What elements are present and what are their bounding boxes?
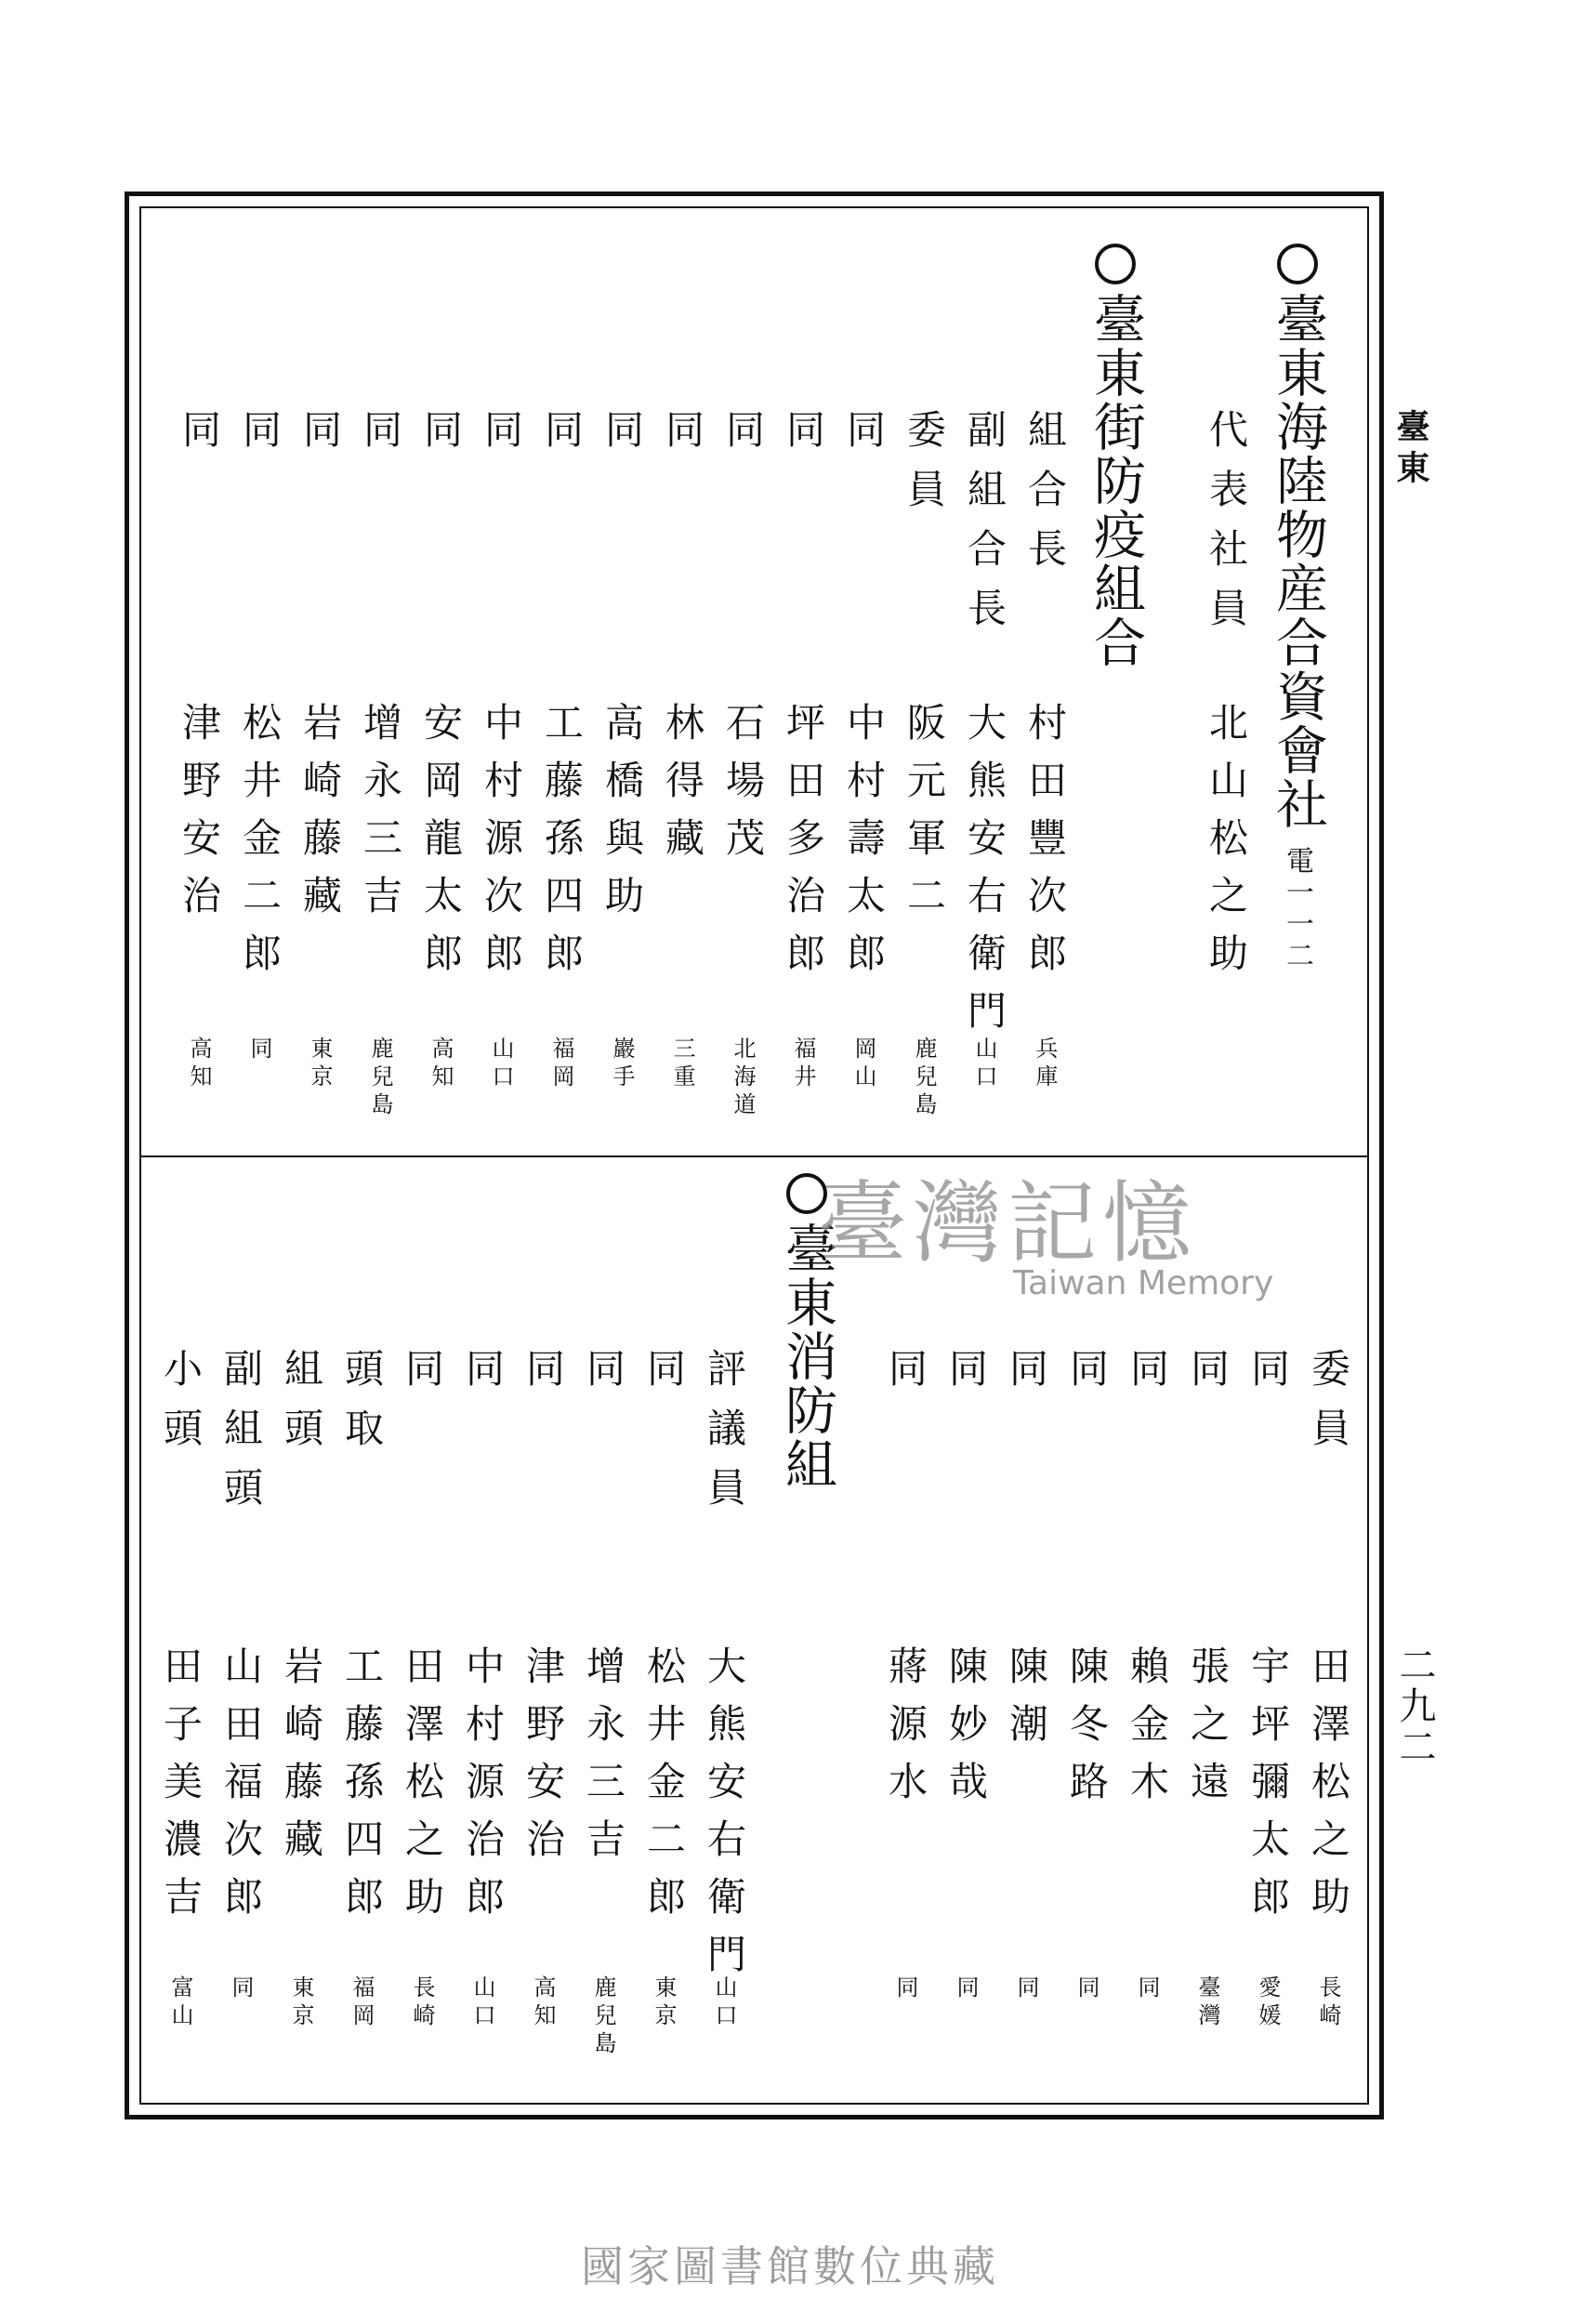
role-cell: 同 — [720, 409, 766, 469]
prefecture-cell: 臺灣 — [1194, 1975, 1220, 2031]
role-cell: 同 — [660, 409, 705, 469]
role-cell: 同 — [1245, 1348, 1291, 1407]
footer-credit: 國家圖書館數位典藏 — [581, 2241, 999, 2291]
prefecture-cell: 福岡 — [349, 1975, 375, 2031]
name-cell: 坪田多治郎 — [781, 702, 826, 990]
role-cell: 組合長 — [1022, 409, 1068, 588]
role-cell: 同 — [297, 409, 343, 469]
name-cell: 蔣源水 — [883, 1645, 928, 1818]
telephone-number: 電一一二 — [1281, 846, 1313, 972]
role-cell: 同 — [943, 1348, 989, 1407]
prefecture-cell: 長崎 — [1315, 1975, 1341, 2031]
role-cell: 同 — [520, 1348, 566, 1407]
org-heading-epidemic-prevention — [1086, 244, 1146, 669]
prefecture-cell: 巖手 — [609, 1037, 635, 1092]
org-title: 臺東街防疫組合 — [1086, 292, 1146, 669]
role-cell: 同 — [177, 409, 222, 469]
name-cell: 岩崎藤藏 — [297, 702, 343, 932]
circle-marker-icon — [1095, 244, 1136, 284]
role-cell: 副組頭 — [218, 1348, 264, 1526]
prefecture-cell: 岡山 — [850, 1037, 876, 1092]
org-title: 臺東海陸物産合資會社 — [1268, 292, 1328, 831]
name-cell: 山田福次郎 — [218, 1645, 264, 1934]
prefecture-cell: 同 — [1013, 1975, 1039, 2003]
circle-marker-icon — [1277, 244, 1318, 284]
name-cell: 北山松之助 — [1204, 702, 1249, 990]
prefecture-cell: 同 — [892, 1975, 918, 2003]
prefecture-cell: 東京 — [651, 1975, 677, 2031]
role-cell: 同 — [1064, 1348, 1110, 1407]
prefecture-cell: 山口 — [488, 1037, 514, 1092]
page-number: 二九二 — [1393, 1645, 1436, 1768]
prefecture-cell: 鹿兒島 — [367, 1037, 393, 1120]
role-cell: 同 — [841, 409, 887, 469]
prefecture-cell: 山口 — [711, 1975, 737, 2031]
prefecture-cell: 鹿兒島 — [590, 1975, 616, 2059]
name-cell: 田子美濃吉 — [158, 1645, 204, 1934]
watermark-chinese: 臺灣記憶 — [818, 1171, 1197, 1275]
role-cell: 同 — [1185, 1348, 1231, 1407]
prefecture-cell: 鹿兒島 — [911, 1037, 937, 1120]
name-cell: 田澤松之助 — [1306, 1645, 1351, 1934]
prefecture-cell: 山口 — [469, 1975, 495, 2031]
prefecture-cell: 山口 — [971, 1037, 997, 1092]
prefecture-cell: 同 — [953, 1975, 979, 2003]
prefecture-cell: 同 — [1134, 1975, 1160, 2003]
role-cell: 同 — [400, 1348, 445, 1407]
name-cell: 工藤孫四郎 — [539, 702, 585, 990]
role-cell: 同 — [460, 1348, 506, 1407]
role-cell: 同 — [418, 409, 464, 469]
name-cell: 陳冬路 — [1064, 1645, 1110, 1818]
role-cell: 組頭 — [279, 1348, 324, 1467]
name-cell: 松井金二郎 — [641, 1645, 687, 1934]
role-cell: 代表社員 — [1204, 409, 1249, 647]
prefecture-cell: 高知 — [428, 1037, 454, 1092]
name-cell: 津野安治 — [520, 1645, 566, 1876]
name-cell: 工藤孫四郎 — [339, 1645, 385, 1934]
role-cell: 委員 — [1306, 1348, 1351, 1467]
role-cell: 委員 — [902, 409, 947, 528]
name-cell: 林得藏 — [660, 702, 705, 875]
name-cell: 阪元軍二 — [902, 702, 947, 932]
name-cell: 津野安治 — [177, 702, 222, 932]
name-cell: 大熊安右衛門 — [962, 702, 1007, 1048]
name-cell: 安岡龍太郎 — [418, 702, 464, 990]
prefecture-cell: 高知 — [530, 1975, 556, 2031]
role-cell: 小頭 — [158, 1348, 204, 1467]
prefecture-cell: 三重 — [669, 1037, 695, 1092]
name-cell: 宇坪彌太郎 — [1245, 1645, 1291, 1934]
name-cell: 中村壽太郎 — [841, 702, 887, 990]
name-cell: 石場茂 — [720, 702, 766, 875]
role-cell: 同 — [237, 409, 283, 469]
prefecture-cell: 東京 — [307, 1037, 333, 1092]
running-head: 臺東 — [1391, 409, 1430, 491]
name-cell: 高橋與助 — [599, 702, 645, 932]
prefecture-cell: 同 — [228, 1975, 254, 2003]
role-cell: 同 — [581, 1348, 626, 1407]
role-cell: 同 — [1004, 1348, 1049, 1407]
name-cell: 村田豐次郎 — [1022, 702, 1068, 990]
name-cell: 賴金木 — [1125, 1645, 1170, 1818]
name-cell: 大熊安右衛門 — [702, 1645, 747, 1991]
prefecture-cell: 福井 — [790, 1037, 816, 1092]
prefecture-cell: 同 — [246, 1037, 272, 1064]
name-cell: 松井金二郎 — [237, 702, 283, 990]
name-cell: 中村源次郎 — [479, 702, 524, 990]
prefecture-cell: 愛媛 — [1255, 1975, 1281, 2031]
role-cell: 同 — [1125, 1348, 1170, 1407]
name-cell: 張之遠 — [1185, 1645, 1231, 1818]
prefecture-cell: 同 — [1073, 1975, 1099, 2003]
name-cell: 田澤松之助 — [400, 1645, 445, 1934]
prefecture-cell: 東京 — [288, 1975, 314, 2031]
role-cell: 同 — [641, 1348, 687, 1407]
role-cell: 同 — [358, 409, 403, 469]
prefecture-cell: 北海道 — [730, 1037, 756, 1120]
role-cell: 頭取 — [339, 1348, 385, 1467]
role-cell: 同 — [479, 409, 524, 469]
role-cell: 同 — [599, 409, 645, 469]
name-cell: 陳潮 — [1004, 1645, 1049, 1761]
role-cell: 同 — [539, 409, 585, 469]
name-cell: 陳妙哉 — [943, 1645, 989, 1818]
prefecture-cell: 兵庫 — [1032, 1037, 1058, 1092]
role-cell: 副組合長 — [962, 409, 1007, 647]
name-cell: 增永三吉 — [358, 702, 403, 932]
prefecture-cell: 富山 — [167, 1975, 193, 2031]
prefecture-cell: 高知 — [186, 1037, 212, 1092]
org-heading-marine-products — [1268, 244, 1328, 831]
name-cell: 岩崎藤藏 — [279, 1645, 324, 1876]
prefecture-cell: 長崎 — [409, 1975, 435, 2031]
org-title: 臺東消防組 — [777, 1221, 837, 1491]
role-cell: 評議員 — [702, 1348, 747, 1526]
watermark-english: Taiwan Memory — [1013, 1264, 1274, 1302]
role-cell: 同 — [883, 1348, 928, 1407]
prefecture-cell: 福岡 — [548, 1037, 574, 1092]
name-cell: 中村源治郎 — [460, 1645, 506, 1934]
role-cell: 同 — [781, 409, 826, 469]
name-cell: 增永三吉 — [581, 1645, 626, 1876]
